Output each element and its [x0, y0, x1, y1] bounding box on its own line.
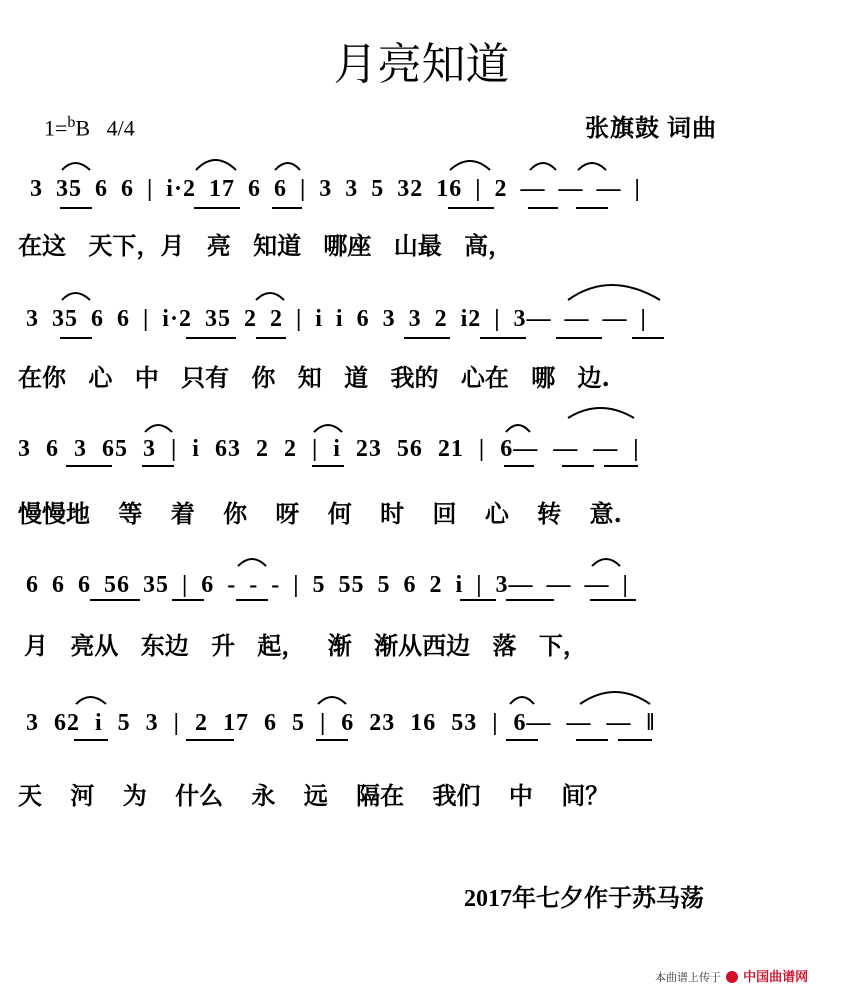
lyrics-line-3: 慢慢地 等 着 你 呀 何 时 回 心 转 意.: [18, 499, 622, 528]
song-title: 月亮知道: [333, 40, 510, 89]
notation-line-2: 3 35 6 6 | i·2 35 2 2 | i i 6 3 3 2 i2 | 3— — — |: [26, 306, 647, 332]
slur-arc: [592, 559, 620, 566]
slur-arc: [145, 425, 172, 432]
slur-arc: [578, 163, 606, 170]
lyrics-line-5: 天 河 为 什么 永 远 隔在 我们 中 间？: [18, 781, 610, 810]
slur-arc: [314, 425, 342, 432]
slur-arc: [318, 697, 346, 704]
slur-arc: [530, 163, 556, 170]
flat-sign: b: [67, 114, 76, 131]
slur-arc: [506, 425, 530, 432]
key-note: B: [75, 115, 91, 141]
source-brand: 中国曲谱网: [743, 969, 809, 984]
slur-arc: [62, 293, 90, 300]
slur-arc: [76, 697, 106, 704]
slur-arc: [275, 163, 300, 170]
notation-line-5: 3 62 i 5 3 | 2 17 6 5 | 6 23 16 53 | 6— — — ‖: [26, 710, 656, 736]
slur-arc: [568, 285, 660, 300]
key-signature: [44, 114, 135, 141]
source-label: 本曲谱上传于: [655, 972, 721, 984]
source-watermark: [655, 966, 808, 985]
slur-arc: [450, 161, 490, 170]
slur-arc: [568, 408, 634, 418]
source-logo-icon: [726, 971, 738, 983]
notation-line-1: 3 35 6 6 | i·2 17 6 6 | 3 3 5 32 16 | 2 — — — |: [30, 176, 641, 202]
notation-line-3: 3 6 3 65 3 | i 63 2 2 | i 23 56 21 | 6— — — |: [18, 436, 640, 462]
slur-arc: [510, 697, 534, 704]
time-signature: 4/4: [106, 115, 135, 141]
slur-arc: [196, 160, 236, 170]
slur-arc: [580, 692, 650, 704]
lyrics-line-2: 在你 心 中 只有 你 知 道 我的 心在 哪 边.: [18, 363, 610, 392]
lyrics-line-4: 月 亮从 东边 升 起， 渐 渐从西边 落 下，: [24, 631, 587, 660]
lyrics-line-1: 在这 天下，月 亮 知道 哪座 山最 高，: [18, 231, 513, 260]
slur-arc: [256, 293, 284, 300]
composition-note: 2017年七夕作于苏马荡: [464, 886, 704, 912]
slur-arc: [238, 559, 266, 566]
credits: 张旗鼓 词曲: [585, 116, 717, 142]
notation-line-4: 6 6 6 56 35 | 6 - - - | 5 55 5 6 2 i | 3— — — |: [26, 572, 629, 598]
slur-arc: [62, 163, 90, 170]
key-prefix: 1=: [44, 115, 68, 141]
